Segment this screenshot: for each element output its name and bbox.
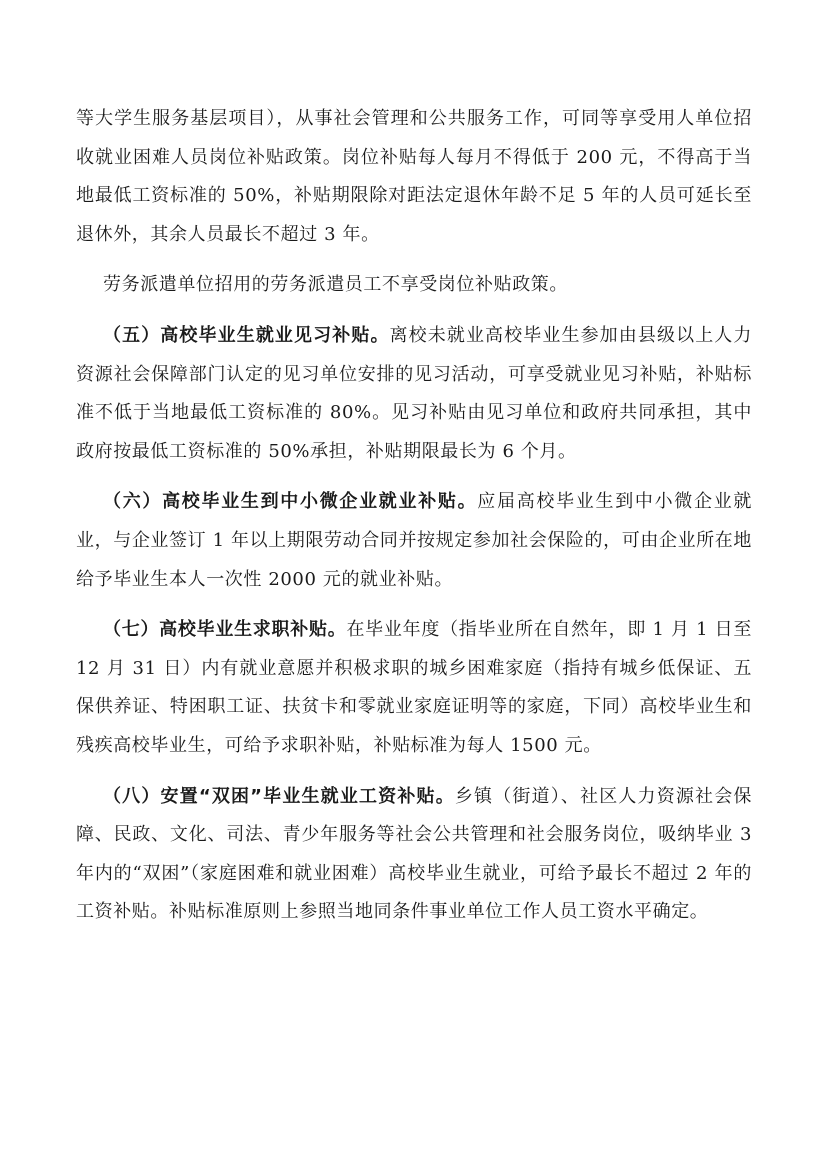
- paragraph-6-heading: （八）安置“双困”毕业生就业工资补贴。: [103, 785, 455, 807]
- paragraph-1-text: 等大学生服务基层项目），从事社会管理和公共服务工作，可同等享受用人单位招收就业困难人员岗位补贴政策。岗位补贴每人每月不得低于 200 元，不得高于当地最低工资标准的 50%，补贴期限除对距法定退休年龄不足 5 年的人员可延长至退休外，其余人员最长不超过 3 年。: [76, 108, 752, 245]
- paragraph-5-text: 在毕业年度（指毕业所在自然年，即 1 月 1 日至 12 月 31 日）内有就业意愿并积极求职的城乡困难家庭（指持有城乡低保证、五保供养证、特困职工证、扶贫卡和零就业家庭证明等的家庭，下同）高校毕业生和残疾高校毕业生，可给予求职补贴，补贴标准为每人 1500 元。: [76, 619, 752, 756]
- paragraph-4-heading: （六）高校毕业生到中小微企业就业补贴。: [103, 491, 478, 513]
- paragraph-1: [76, 100, 752, 254]
- paragraph-4-text: 应届高校毕业生到中小微企业就业，与企业签订 1 年以上期限劳动合同并按规定参加社会保险的，可由企业所在地给予毕业生本人一次性 2000 元的就业补贴。: [76, 491, 752, 590]
- paragraph-3-heading: （五）高校毕业生就业见习补贴。: [103, 324, 390, 346]
- paragraph-5: [76, 611, 752, 765]
- paragraph-6: [76, 778, 752, 932]
- paragraph-6-text: 乡镇（街道）、社区人力资源社会保障、民政、文化、司法、青少年服务等社会公共管理和社会服务岗位，吸纳毕业 3 年内的“双困”（家庭困难和就业困难）高校毕业生就业，可给予最长不超过 2 年的工资补贴。补贴标准原则上参照当地同条件事业单位工作人员工资水平确定。: [76, 785, 752, 923]
- paragraph-5-heading: （七）高校毕业生求职补贴。: [103, 619, 347, 641]
- paragraph-4: [76, 483, 752, 599]
- paragraph-2-text: 劳务派遣单位招用的劳务派遣员工不享受岗位补贴政策。: [103, 274, 568, 296]
- paragraph-3-text: 离校未就业高校毕业生参加由县级以上人力资源社会保障部门认定的见习单位安排的见习活动，可享受就业见习补贴，补贴标准不低于当地最低工资标准的 80%。见习补贴由见习单位和政府共同承担，其中政府按最低工资标准的 50%承担，补贴期限最长为 6 个月。: [76, 324, 752, 462]
- document-body: [76, 100, 752, 944]
- paragraph-2: [76, 266, 752, 305]
- paragraph-3: [76, 317, 752, 471]
